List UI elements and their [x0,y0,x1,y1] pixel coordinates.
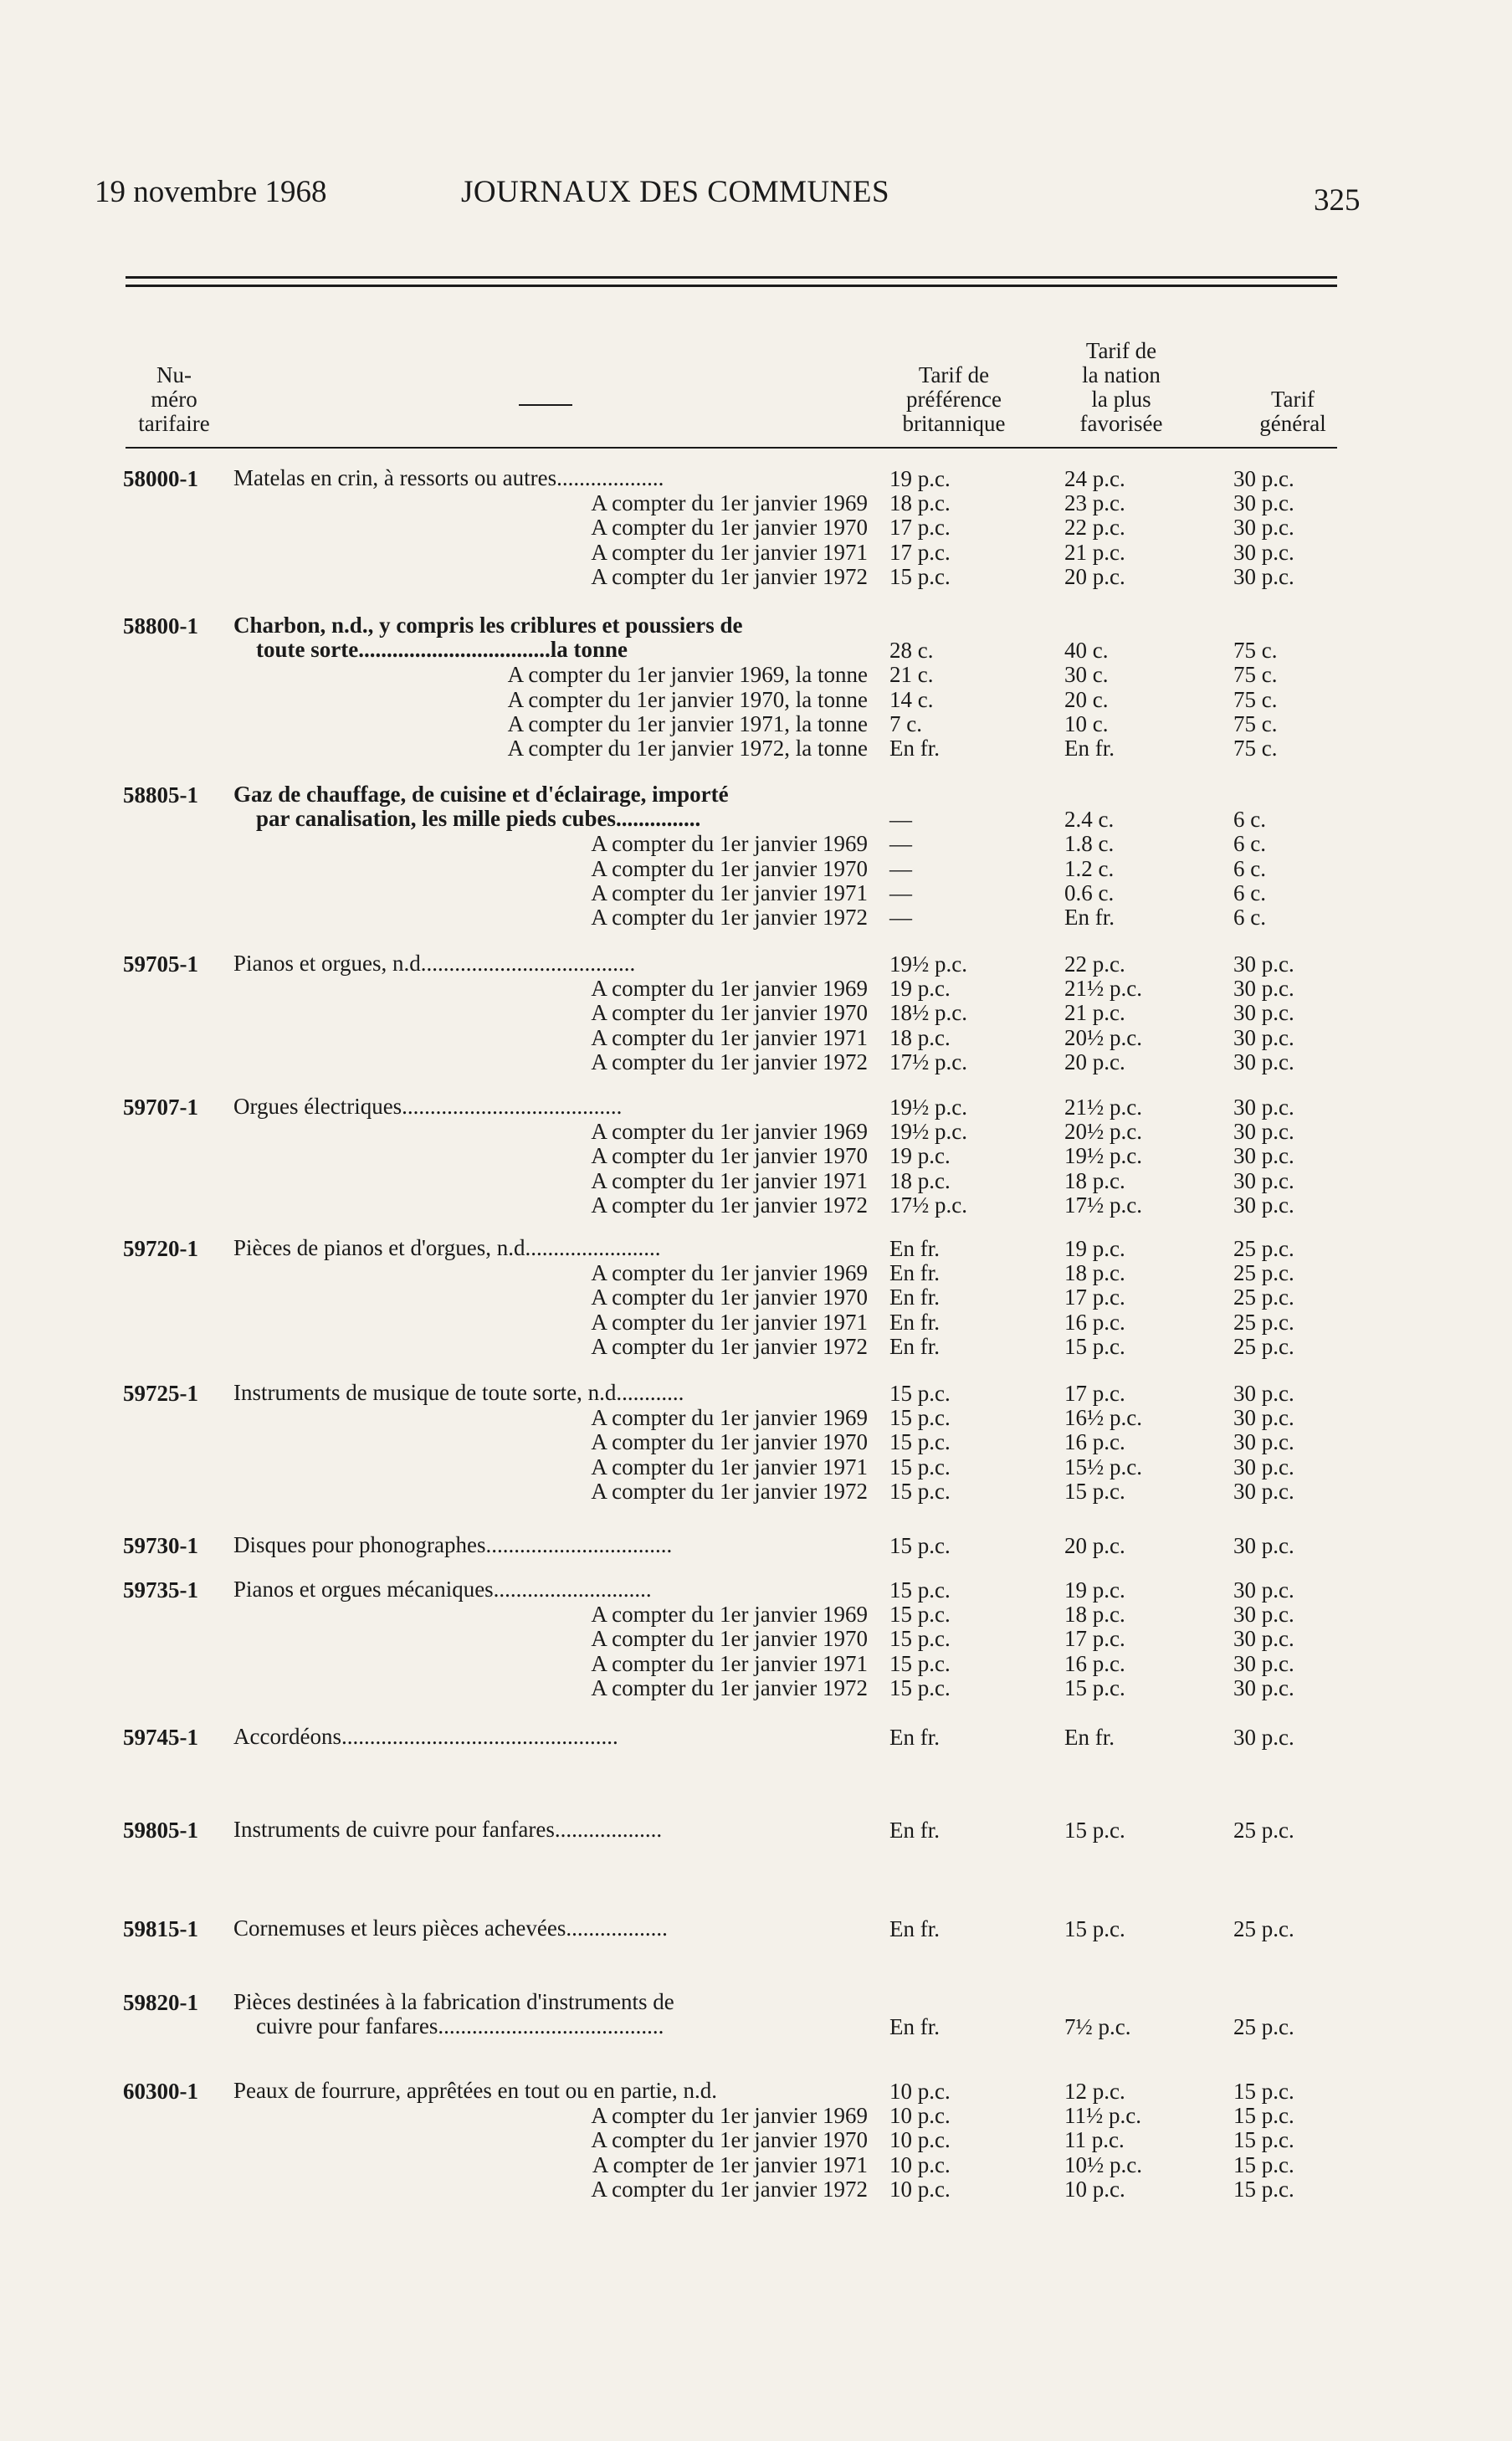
col-header-general: Tarif général [1259,387,1326,436]
rate-general: 6 c. [1233,879,1266,905]
rate-most-favoured: 17 p.c. [1064,1381,1125,1406]
rate-most-favoured: 2.4 c. [1064,807,1115,833]
rate-preference: — [889,855,912,881]
rate-preference: 18 p.c. [889,490,951,516]
rate-most-favoured: 10 p.c. [1064,2176,1125,2202]
rate-most-favoured: 10 c. [1064,710,1109,736]
dated-rate-label: A compter du 1er janvier 1971 [591,879,868,905]
dated-rate-label: A compter du 1er janvier 1970 [591,1143,868,1169]
top-rule-2 [126,285,1337,287]
dated-rate-label: A compter du 1er janvier 1971 [591,539,868,565]
entry-description: Cornemuses et leurs pièces achevées.................. [233,1915,668,1941]
tariff-number: 58800-1 [123,613,198,638]
rate-general: 25 p.c. [1233,1818,1294,1843]
entry-description: Pianos et orgues mécaniques............................ [233,1577,652,1602]
rate-preference: 14 c. [889,686,934,712]
entry-description: Pièces destinées à la fabrication d'instruments de [233,1989,674,2014]
rate-general: 15 p.c. [1233,2151,1294,2177]
rate-preference: En fr. [889,1260,940,1286]
dated-rate-label: A compter du 1er janvier 1971 [591,1650,868,1676]
rate-preference: 15 p.c. [889,1650,951,1676]
entry-description: Matelas en crin, à ressorts ou autres................... [233,465,664,490]
entry-description: Orgues électriques....................................... [233,1094,623,1119]
rate-general: 15 p.c. [1233,2079,1294,2104]
tariff-number: 59707-1 [123,1095,198,1120]
dated-rate-label: A compter du 1er janvier 1972 [591,1478,868,1504]
dated-rate-label: A compter du 1er janvier 1970 [591,1626,868,1652]
rate-most-favoured: 17½ p.c. [1064,1192,1142,1218]
rate-general: 30 p.c. [1233,1167,1294,1193]
rate-most-favoured: 24 p.c. [1064,466,1125,491]
entry-description: cuivre pour fanfares........................................ [256,2013,664,2039]
rate-most-favoured: 1.8 c. [1064,831,1115,857]
dated-rate-label: A compter du 1er janvier 1971 [591,1454,868,1479]
tariff-number: 60300-1 [123,2079,198,2104]
rate-general: 75 c. [1233,638,1278,664]
rate-general: 75 c. [1233,662,1278,688]
rate-most-favoured: 16 p.c. [1064,1650,1125,1676]
rate-most-favoured: 22 p.c. [1064,951,1125,977]
rate-general: 25 p.c. [1233,1309,1294,1335]
dated-rate-label: A compter du 1er janvier 1971 [591,1167,868,1193]
dated-rate-label: A compter du 1er janvier 1972 [591,1049,868,1074]
rate-general: 30 p.c. [1233,951,1294,977]
tariff-number: 59705-1 [123,951,198,977]
rate-most-favoured: 15 p.c. [1064,1674,1125,1700]
rate-most-favoured: 16 p.c. [1064,1429,1125,1455]
tariff-number: 58805-1 [123,782,198,808]
rate-preference: En fr. [889,1285,940,1310]
dated-rate-label: A compter du 1er janvier 1969 [591,2103,868,2129]
rate-general: 25 p.c. [1233,1236,1294,1261]
dated-rate-label: A compter du 1er janvier 1971 [591,1024,868,1050]
rate-preference: 21 c. [889,662,934,688]
rate-general: 30 p.c. [1233,1725,1294,1750]
rate-general: 30 p.c. [1233,1192,1294,1218]
rate-general: 30 p.c. [1233,466,1294,491]
rate-preference: 19 p.c. [889,466,951,491]
rate-most-favoured: 15 p.c. [1064,1818,1125,1843]
entry-description: toute sorte..................................la tonne [256,637,628,663]
rate-most-favoured: 16 p.c. [1064,1309,1125,1335]
rate-preference: 15 p.c. [889,563,951,589]
rate-general: 30 p.c. [1233,1095,1294,1120]
dated-rate-label: A compter du 1er janvier 1969 [591,976,868,1002]
rate-most-favoured: 18 p.c. [1064,1167,1125,1193]
rate-most-favoured: 11½ p.c. [1064,2103,1141,2129]
rate-general: 25 p.c. [1233,1333,1294,1359]
rate-preference: 15 p.c. [889,1429,951,1455]
dated-rate-label: A compter du 1er janvier 1971 [591,1309,868,1335]
rate-most-favoured: 0.6 c. [1064,879,1115,905]
rate-general: 75 c. [1233,686,1278,712]
entry-description: Accordéons................................................. [233,1724,618,1749]
rate-preference: 18½ p.c. [889,1000,967,1026]
rate-most-favoured: 21 p.c. [1064,539,1125,565]
rate-general: 15 p.c. [1233,2176,1294,2202]
rate-general: 30 p.c. [1233,1381,1294,1406]
rate-preference: En fr. [889,1236,940,1261]
rate-most-favoured: 18 p.c. [1064,1260,1125,1286]
rate-most-favoured: En fr. [1064,1725,1115,1750]
rate-general: 30 p.c. [1233,1454,1294,1479]
entry-description: Gaz de chauffage, de cuisine et d'éclairage, importé [233,782,729,807]
rate-most-favoured: 20½ p.c. [1064,1119,1142,1145]
rate-preference: 7 c. [889,710,922,736]
rate-preference: 10 p.c. [889,2127,951,2153]
dated-rate-label: A compter du 1er janvier 1972 [591,1333,868,1359]
rate-preference: 15 p.c. [889,1454,951,1479]
rate-most-favoured: 10½ p.c. [1064,2151,1142,2177]
rate-preference: — [889,807,912,833]
rate-most-favoured: 15 p.c. [1064,1333,1125,1359]
rate-most-favoured: En fr. [1064,905,1115,930]
rate-general: 30 p.c. [1233,515,1294,541]
rate-most-favoured: 17 p.c. [1064,1626,1125,1652]
dated-rate-label: A compter du 1er janvier 1972 [591,563,868,589]
dated-rate-label: A compter du 1er janvier 1969, la tonne [507,662,868,688]
rate-general: 30 p.c. [1233,563,1294,589]
rate-preference: En fr. [889,1725,940,1750]
dated-rate-label: A compter du 1er janvier 1972 [591,2176,868,2202]
rate-preference: 15 p.c. [889,1381,951,1406]
tariff-number: 58000-1 [123,466,198,491]
dated-rate-label: A compter du 1er janvier 1970 [591,855,868,881]
rate-most-favoured: 23 p.c. [1064,490,1125,516]
rate-most-favoured: 21½ p.c. [1064,976,1142,1002]
tariff-number: 59735-1 [123,1577,198,1603]
dated-rate-label: A compter du 1er janvier 1969 [591,1260,868,1286]
top-rule-1 [126,276,1337,279]
rate-preference: 15 p.c. [889,1405,951,1431]
rate-general: 30 p.c. [1233,1119,1294,1145]
rate-preference: 15 p.c. [889,1533,951,1558]
rate-preference: — [889,905,912,930]
rate-preference: — [889,831,912,857]
rate-general: 30 p.c. [1233,1429,1294,1455]
rate-most-favoured: 21½ p.c. [1064,1095,1142,1120]
rate-general: 75 c. [1233,736,1278,761]
rate-preference: 17½ p.c. [889,1192,967,1218]
rate-most-favoured: 20 p.c. [1064,563,1125,589]
rate-general: 30 p.c. [1233,1674,1294,1700]
dated-rate-label: A compter du 1er janvier 1969 [591,490,868,516]
rate-most-favoured: 20 p.c. [1064,1533,1125,1558]
rate-general: 30 p.c. [1233,1024,1294,1050]
rate-general: 30 p.c. [1233,539,1294,565]
rate-preference: 19½ p.c. [889,951,967,977]
rate-most-favoured: 19 p.c. [1064,1236,1125,1261]
rate-general: 25 p.c. [1233,2014,1294,2040]
rate-preference: 17 p.c. [889,515,951,541]
rate-preference: 18 p.c. [889,1167,951,1193]
rate-most-favoured: 40 c. [1064,638,1109,664]
dated-rate-label: A compter du 1er janvier 1969 [591,1405,868,1431]
entry-description: Pièces de pianos et d'orgues, n.d........................ [233,1235,661,1260]
rate-most-favoured: En fr. [1064,736,1115,761]
col-header-nation: Tarif de la nation la plus favorisée [1079,338,1163,436]
rate-general: 30 p.c. [1233,490,1294,516]
rate-most-favoured: 15½ p.c. [1064,1454,1142,1479]
dated-rate-label: A compter du 1er janvier 1970 [591,1285,868,1310]
rate-most-favoured: 7½ p.c. [1064,2014,1131,2040]
rate-preference: 10 p.c. [889,2151,951,2177]
dated-rate-label: A compter du 1er janvier 1972, la tonne [507,736,868,761]
rate-preference: 10 p.c. [889,2176,951,2202]
rate-most-favoured: 11 p.c. [1064,2127,1125,2153]
rate-general: 30 p.c. [1233,1000,1294,1026]
rate-preference: — [889,879,912,905]
rate-preference: 10 p.c. [889,2079,951,2104]
page-number: 325 [1314,183,1361,218]
rate-general: 25 p.c. [1233,1285,1294,1310]
rate-preference: 19 p.c. [889,976,951,1002]
rate-preference: 17½ p.c. [889,1049,967,1074]
entry-description: Instruments de musique de toute sorte, n.d............ [233,1380,684,1405]
rate-most-favoured: 15 p.c. [1064,1916,1125,1941]
rate-general: 15 p.c. [1233,2127,1294,2153]
header-rule [126,447,1337,449]
rate-most-favoured: 1.2 c. [1064,855,1115,881]
rate-general: 30 p.c. [1233,1143,1294,1169]
rate-most-favoured: 16½ p.c. [1064,1405,1142,1431]
rate-general: 6 c. [1233,855,1266,881]
dated-rate-label: A compter du 1er janvier 1969 [591,1119,868,1145]
rate-general: 30 p.c. [1233,1577,1294,1603]
dated-rate-label: A compter du 1er janvier 1971, la tonne [507,710,868,736]
rate-preference: 15 p.c. [889,1602,951,1628]
page-header-date: 19 novembre 1968 [95,175,327,209]
rate-most-favoured: 19½ p.c. [1064,1143,1142,1169]
rate-preference: En fr. [889,1309,940,1335]
page-header-title: JOURNAUX DES COMMUNES [461,175,890,209]
dated-rate-label: A compter du 1er janvier 1970 [591,1000,868,1026]
entry-description: Instruments de cuivre pour fanfares................... [233,1817,663,1842]
entry-description: Disques pour phonographes................................. [233,1532,673,1557]
rate-preference: 19 p.c. [889,1143,951,1169]
col-header-numero: Nu- méro tarifaire [138,362,210,436]
rate-preference: 19½ p.c. [889,1119,967,1145]
rate-general: 6 c. [1233,831,1266,857]
rate-preference: 15 p.c. [889,1577,951,1603]
rate-general: 6 c. [1233,905,1266,930]
col-header-dash [519,404,572,406]
rate-preference: 17 p.c. [889,539,951,565]
entry-description: Peaux de fourrure, apprêtées en tout ou en partie, n.d. [233,2078,718,2103]
rate-general: 30 p.c. [1233,1049,1294,1074]
rate-preference: En fr. [889,1333,940,1359]
tariff-number: 59725-1 [123,1381,198,1406]
entry-description: Charbon, n.d., y compris les criblures et poussiers de [233,613,743,638]
rate-general: 15 p.c. [1233,2103,1294,2129]
dated-rate-label: A compter du 1er janvier 1969 [591,831,868,857]
rate-most-favoured: 19 p.c. [1064,1577,1125,1603]
rate-preference: 15 p.c. [889,1674,951,1700]
dated-rate-label: A compter du 1er janvier 1970, la tonne [507,686,868,712]
tariff-number: 59805-1 [123,1818,198,1843]
rate-general: 30 p.c. [1233,1626,1294,1652]
entry-description: par canalisation, les mille pieds cubes............... [256,806,701,832]
rate-most-favoured: 15 p.c. [1064,1478,1125,1504]
dated-rate-label: A compter du 1er janvier 1972 [591,905,868,930]
rate-most-favoured: 20 c. [1064,686,1109,712]
rate-preference: 19½ p.c. [889,1095,967,1120]
rate-most-favoured: 20 p.c. [1064,1049,1125,1074]
rate-general: 30 p.c. [1233,1478,1294,1504]
rate-preference: 15 p.c. [889,1478,951,1504]
tariff-number: 59730-1 [123,1533,198,1558]
tariff-number: 59815-1 [123,1916,198,1941]
rate-most-favoured: 18 p.c. [1064,1602,1125,1628]
dated-rate-label: A compter du 1er janvier 1969 [591,1602,868,1628]
rate-preference: En fr. [889,1818,940,1843]
rate-general: 30 p.c. [1233,976,1294,1002]
rate-general: 30 p.c. [1233,1602,1294,1628]
rate-most-favoured: 22 p.c. [1064,515,1125,541]
dated-rate-label: A compter du 1er janvier 1970 [591,1429,868,1455]
rate-general: 30 p.c. [1233,1650,1294,1676]
dated-rate-label: A compter du 1er janvier 1970 [591,515,868,541]
rate-general: 75 c. [1233,710,1278,736]
rate-general: 6 c. [1233,807,1266,833]
dated-rate-label: A compter de 1er janvier 1971 [592,2151,868,2177]
rate-most-favoured: 21 p.c. [1064,1000,1125,1026]
rate-preference: 15 p.c. [889,1626,951,1652]
rate-general: 30 p.c. [1233,1533,1294,1558]
dated-rate-label: A compter du 1er janvier 1970 [591,2127,868,2153]
rate-preference: 10 p.c. [889,2103,951,2129]
rate-most-favoured: 17 p.c. [1064,1285,1125,1310]
rate-most-favoured: 12 p.c. [1064,2079,1125,2104]
rate-preference: 28 c. [889,638,934,664]
rate-general: 25 p.c. [1233,1916,1294,1941]
rate-preference: En fr. [889,2014,940,2040]
rate-preference: En fr. [889,1916,940,1941]
rate-preference: 18 p.c. [889,1024,951,1050]
rate-most-favoured: 30 c. [1064,662,1109,688]
tariff-number: 59745-1 [123,1725,198,1750]
entry-description: Pianos et orgues, n.d...................................... [233,951,636,976]
tariff-number: 59720-1 [123,1236,198,1261]
col-header-pref: Tarif de préférence britannique [902,362,1006,436]
rate-most-favoured: 20½ p.c. [1064,1024,1142,1050]
tariff-number: 59820-1 [123,1990,198,2015]
dated-rate-label: A compter du 1er janvier 1972 [591,1674,868,1700]
dated-rate-label: A compter du 1er janvier 1972 [591,1192,868,1218]
rate-general: 25 p.c. [1233,1260,1294,1286]
rate-preference: En fr. [889,736,940,761]
rate-general: 30 p.c. [1233,1405,1294,1431]
